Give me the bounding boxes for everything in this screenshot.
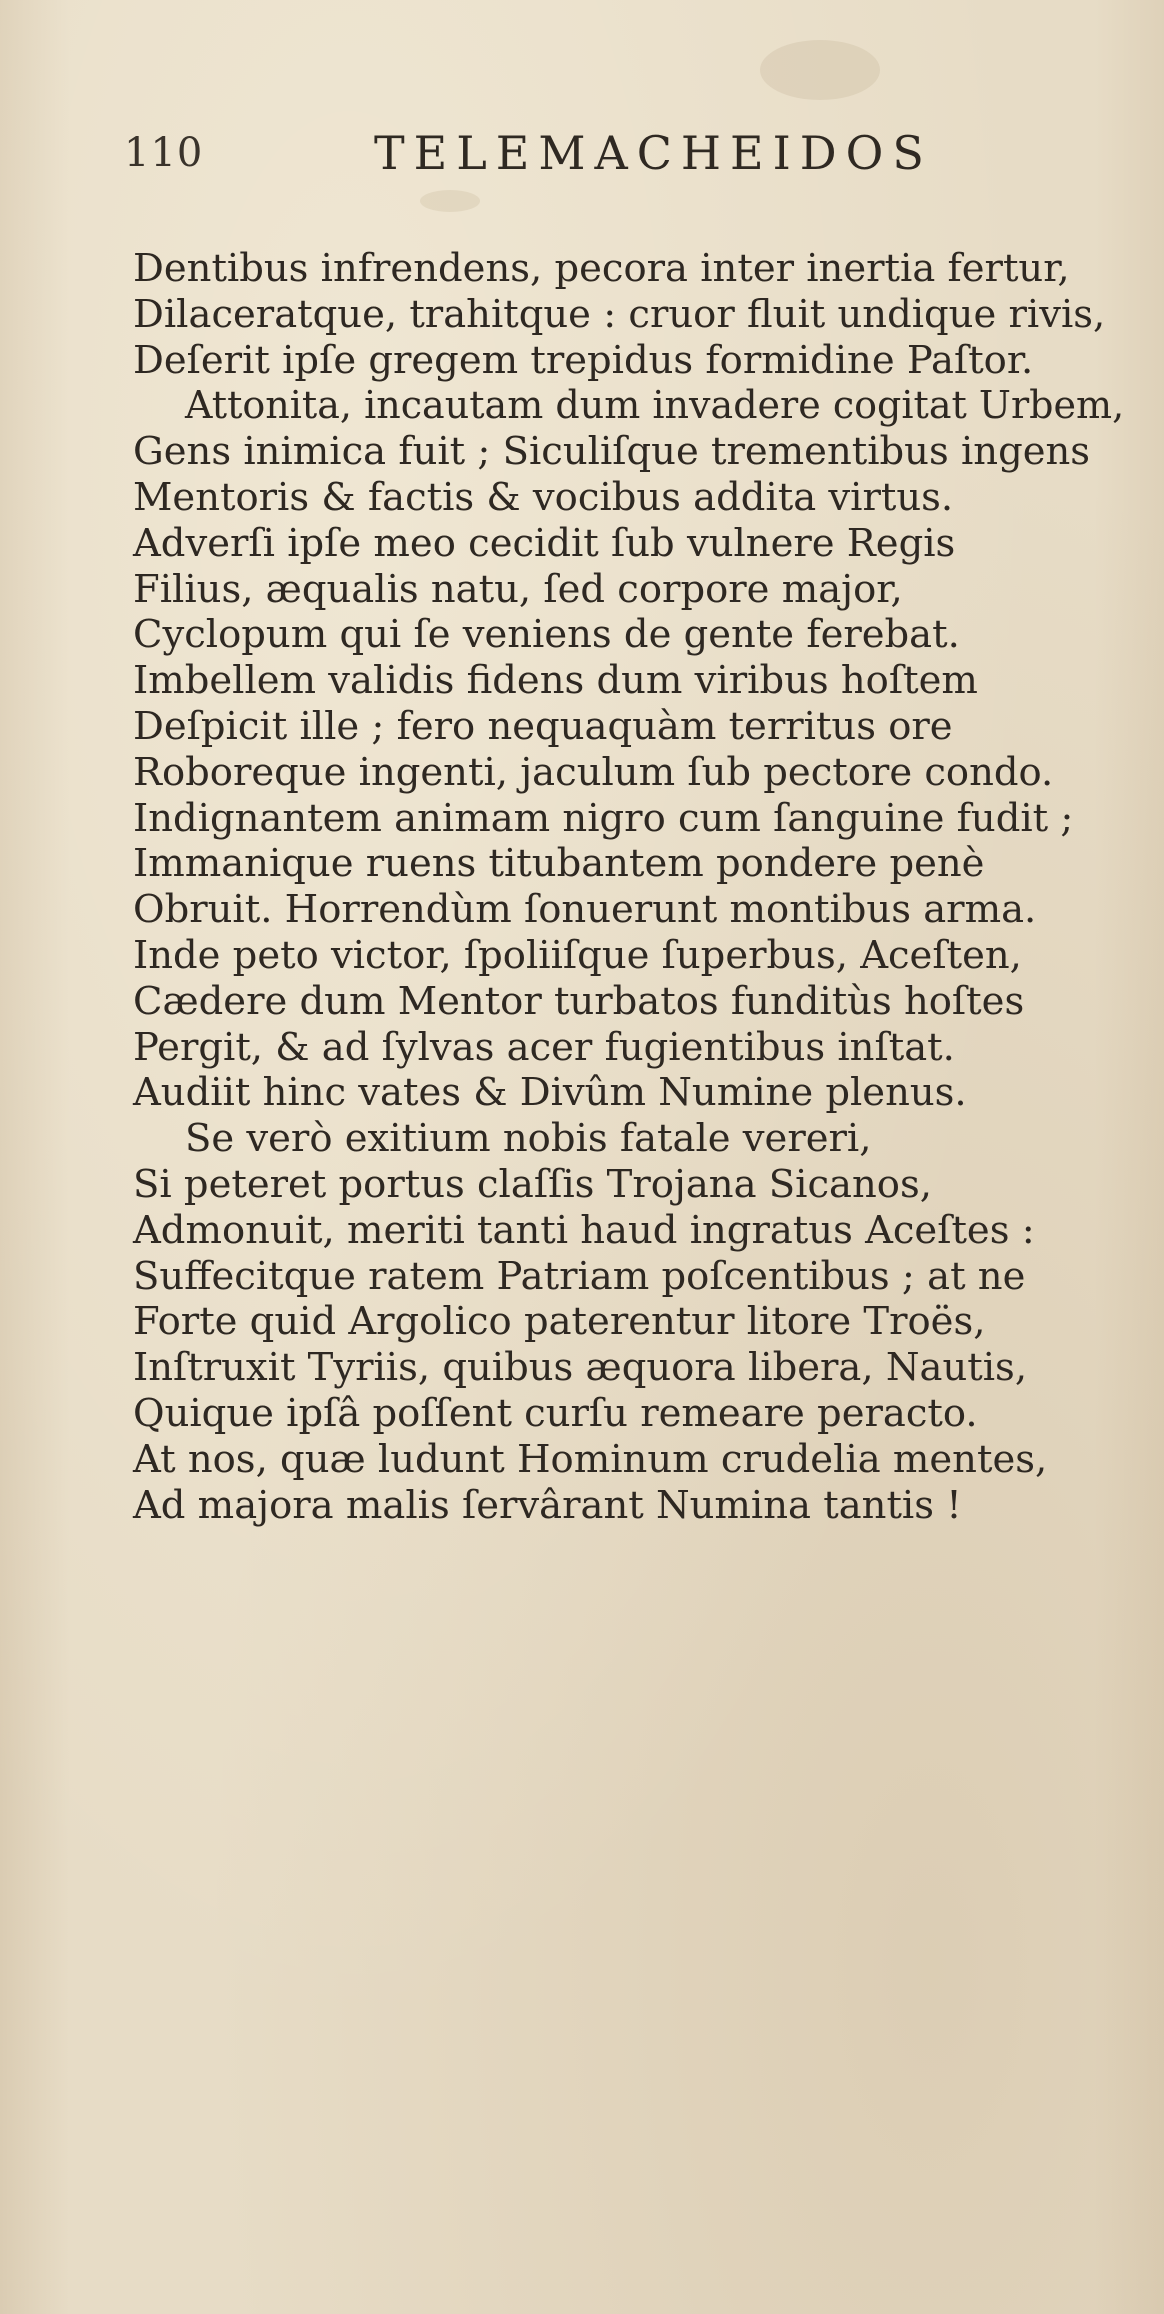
verse-line: Audiit hinc vates & Divûm Numine plenus.: [133, 1070, 967, 1115]
running-title: TELEMACHEIDOS: [374, 126, 933, 180]
verse-line: Forte quid Argolico paterentur litore Troës,: [133, 1299, 986, 1344]
verse-line: Cædere dum Mentor turbatos funditùs hoſtes: [133, 979, 1025, 1024]
verse-line: Suffecitque ratem Patriam poſcentibus ; at ne: [133, 1254, 1026, 1299]
verse-line: Gens inimica fuit ; Siculiſque trementibus ingens: [133, 429, 1091, 474]
page-number: 110: [124, 130, 204, 176]
running-header: [124, 126, 984, 186]
verse-line: Se verò exitium nobis fatale vereri,: [185, 1116, 872, 1161]
verse-line: Cyclopum qui ſe veniens de gente ferebat.: [133, 612, 960, 657]
verse-line: Inde peto victor, ſpoliiſque ſuperbus, Aceſten,: [133, 933, 1022, 978]
paper-stain: [760, 40, 880, 100]
verse-line: Adverſi ipſe meo cecidit ſub vulnere Regis: [133, 521, 956, 566]
verse-line: Quique ipſâ poſſent curſu remeare peracto.: [133, 1391, 978, 1436]
verse-line: Dentibus infrendens, pecora inter inertia fertur,: [133, 246, 1070, 291]
verse-line: Si peteret portus claſſis Trojana Sicanos,: [133, 1162, 932, 1207]
verse-line: Indignantem animam nigro cum ſanguine fudit ;: [133, 796, 1074, 841]
paper-stain: [420, 190, 480, 212]
verse-line: Admonuit, meriti tanti haud ingratus Aceſtes :: [133, 1208, 1035, 1253]
verse-line: Pergit, & ad ſylvas acer fugientibus inſtat.: [133, 1025, 955, 1070]
verse-line: Filius, æqualis natu, ſed corpore major,: [133, 567, 903, 612]
verse-line: Mentoris & factis & vocibus addita virtus.: [133, 475, 954, 520]
verse-line: Obruit. Horrendùm ſonuerunt montibus arma.: [133, 887, 1037, 932]
verse-line: Immanique ruens titubantem pondere penè: [133, 841, 985, 886]
verse-line: Ad majora malis ſervârant Numina tantis !: [133, 1483, 962, 1528]
verse-line: At nos, quæ ludunt Hominum crudelia mentes,: [133, 1437, 1048, 1482]
verse-line: Deſpicit ille ; fero nequaquàm territus ore: [133, 704, 953, 749]
verse-line: Roboreque ingenti, jaculum ſub pectore condo.: [133, 750, 1054, 795]
verse-line: Dilaceratque, trahitque : cruor fluit undique rivis,: [133, 292, 1106, 337]
verse-line: Attonita, incautam dum invadere cogitat Urbem,: [185, 383, 1125, 428]
verse-line: Imbellem validis fidens dum viribus hoſtem: [133, 658, 978, 703]
verse-line: Inſtruxit Tyriis, quibus æquora libera, Nautis,: [133, 1345, 1028, 1390]
verse-line: Deſerit ipſe gregem trepidus formidine Paſtor.: [133, 338, 1034, 383]
